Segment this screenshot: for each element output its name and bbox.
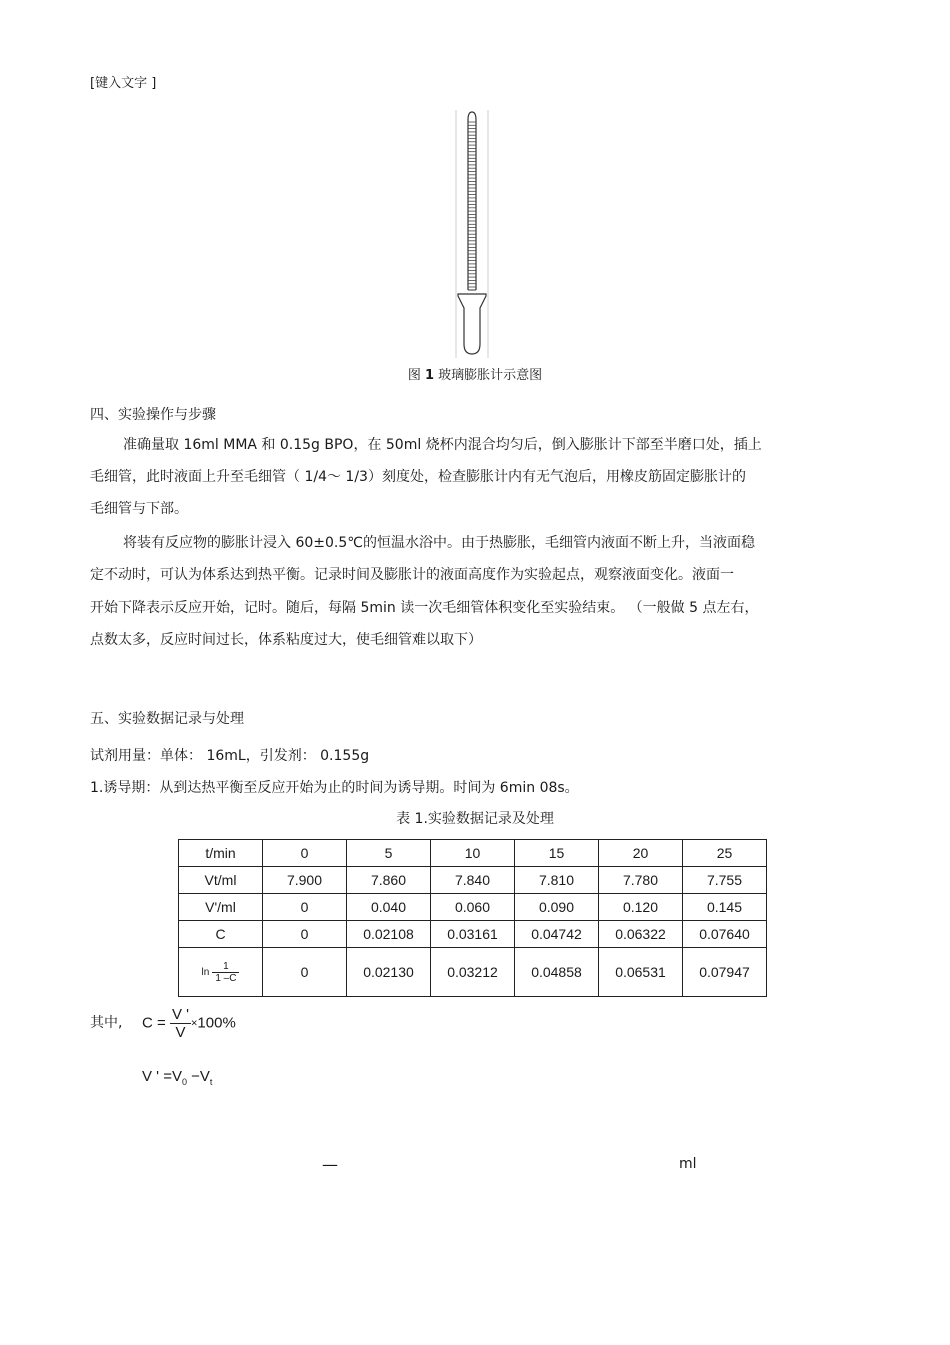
- table-cell: 0.06531: [599, 948, 683, 997]
- formula1-den: V: [175, 1024, 186, 1041]
- table-cell: 15: [515, 840, 599, 867]
- row-label-ln: [179, 948, 263, 997]
- table-cell: 0.02130: [347, 948, 431, 997]
- section4-p2-line3: 开始下降表示反应开始，记时。随后，每隔 5min 读一次毛细管体积变化至实验结束。 （一般做 5 点左右，: [90, 600, 759, 616]
- table-caption: 表 1.实验数据记录及处理: [396, 811, 554, 827]
- formula1-fraction: [170, 1006, 191, 1041]
- section5-heading: 五、实验数据记录与处理: [90, 711, 244, 727]
- table-row: [179, 894, 767, 921]
- row-label-vt: Vt/ml: [179, 867, 263, 894]
- ln-fraction-num: 1: [212, 961, 239, 973]
- table-cell: 0.03212: [431, 948, 515, 997]
- figure-caption: 图 1 玻璃膨胀计示意图: [407, 368, 543, 383]
- row-label-c: C: [179, 921, 263, 948]
- section4-p1-line2: 毛细管，此时液面上升至毛细管（ 1/4～ 1/3）刻度处，检查膨胀计内有无气泡后，用橡皮筋固定膨胀计的: [90, 469, 746, 485]
- table-cell: 7.860: [347, 867, 431, 894]
- ln-fraction-den: 1 –C: [215, 972, 237, 984]
- table-cell: 7.810: [515, 867, 599, 894]
- dilatometer-icon: [448, 108, 496, 360]
- table-row: [179, 948, 767, 997]
- formula2-minus: −V: [186, 1068, 210, 1085]
- table-cell: 0.090: [515, 894, 599, 921]
- where-label: 其中,: [90, 1015, 123, 1031]
- table-cell: 7.900: [263, 867, 347, 894]
- table-cell: 0.03161: [431, 921, 515, 948]
- table-cell: 0: [263, 948, 347, 997]
- table-cell: 0.04858: [515, 948, 599, 997]
- formula-conversion: [142, 1006, 236, 1041]
- section4-p2-line2: 定不动时，可认为体系达到热平衡。记录时间及膨胀计的液面高度作为实验起点，观察液面变化。液面一: [90, 567, 734, 583]
- table-cell: 25: [683, 840, 767, 867]
- section4-p2-line1: 将装有反应物的膨胀计浸入 60±0.5℃的恒温水浴中。由于热膨胀，毛细管内液面不断上升，当液面稳: [123, 535, 755, 551]
- reagent-amounts: 试剂用量：单体： 16mL，引发剂： 0.155g: [90, 748, 370, 764]
- table-row: [179, 921, 767, 948]
- table-cell: 0.060: [431, 894, 515, 921]
- formula2-lhs: V ' =V: [142, 1068, 182, 1085]
- row-label-t: t/min: [179, 840, 263, 867]
- table-cell: 0.06322: [599, 921, 683, 948]
- formula1-rhs: 100%: [197, 1014, 236, 1032]
- table-cell: 7.840: [431, 867, 515, 894]
- times-symbol: ×: [190, 1017, 198, 1030]
- formula-volume-change: [142, 1068, 212, 1087]
- table-cell: 20: [599, 840, 683, 867]
- section4-p1-line1: 准确量取 16ml MMA 和 0.15g BPO，在 50ml 烧杯内混合均匀后，倒入膨胀计下部至半磨口处，插上: [123, 437, 762, 453]
- table-row: [179, 867, 767, 894]
- table-cell: 0.04742: [515, 921, 599, 948]
- table-cell: 0: [263, 921, 347, 948]
- ln-label: ln: [201, 966, 210, 978]
- unit-ml: ml: [679, 1156, 697, 1172]
- table-row: [179, 840, 767, 867]
- section4-heading: 四、实验操作与步骤: [90, 407, 216, 423]
- table-cell: 0.040: [347, 894, 431, 921]
- table-cell: 7.780: [599, 867, 683, 894]
- dash-mark: —: [322, 1155, 338, 1174]
- table-cell: 0.07640: [683, 921, 767, 948]
- table-cell: 0.07947: [683, 948, 767, 997]
- section4-p2-line4: 点数太多，反应时间过长，体系粘度过大，使毛细管难以取下）: [90, 632, 482, 648]
- table-cell: 0.02108: [347, 921, 431, 948]
- row-label-vp: V'/ml: [179, 894, 263, 921]
- table-cell: 0: [263, 894, 347, 921]
- table-cell: 7.755: [683, 867, 767, 894]
- ln-fraction: [212, 961, 239, 984]
- formula1-lhs: C =: [142, 1014, 166, 1032]
- table-cell: 10: [431, 840, 515, 867]
- header-placeholder: [键入文字 ]: [90, 76, 157, 91]
- formula2-sub0: 0: [181, 1077, 187, 1087]
- data-table: [178, 839, 767, 997]
- table-cell: 0.145: [683, 894, 767, 921]
- formula2-subt: t: [209, 1077, 213, 1087]
- table-cell: 0.120: [599, 894, 683, 921]
- table-cell: 5: [347, 840, 431, 867]
- section4-p1-line3: 毛细管与下部。: [90, 501, 188, 517]
- induction-period: 1.诱导期：从到达热平衡至反应开始为止的时间为诱导期。时间为 6min 08s。: [90, 780, 579, 796]
- table-cell: 0: [263, 840, 347, 867]
- formula1-num: V ': [171, 1006, 189, 1023]
